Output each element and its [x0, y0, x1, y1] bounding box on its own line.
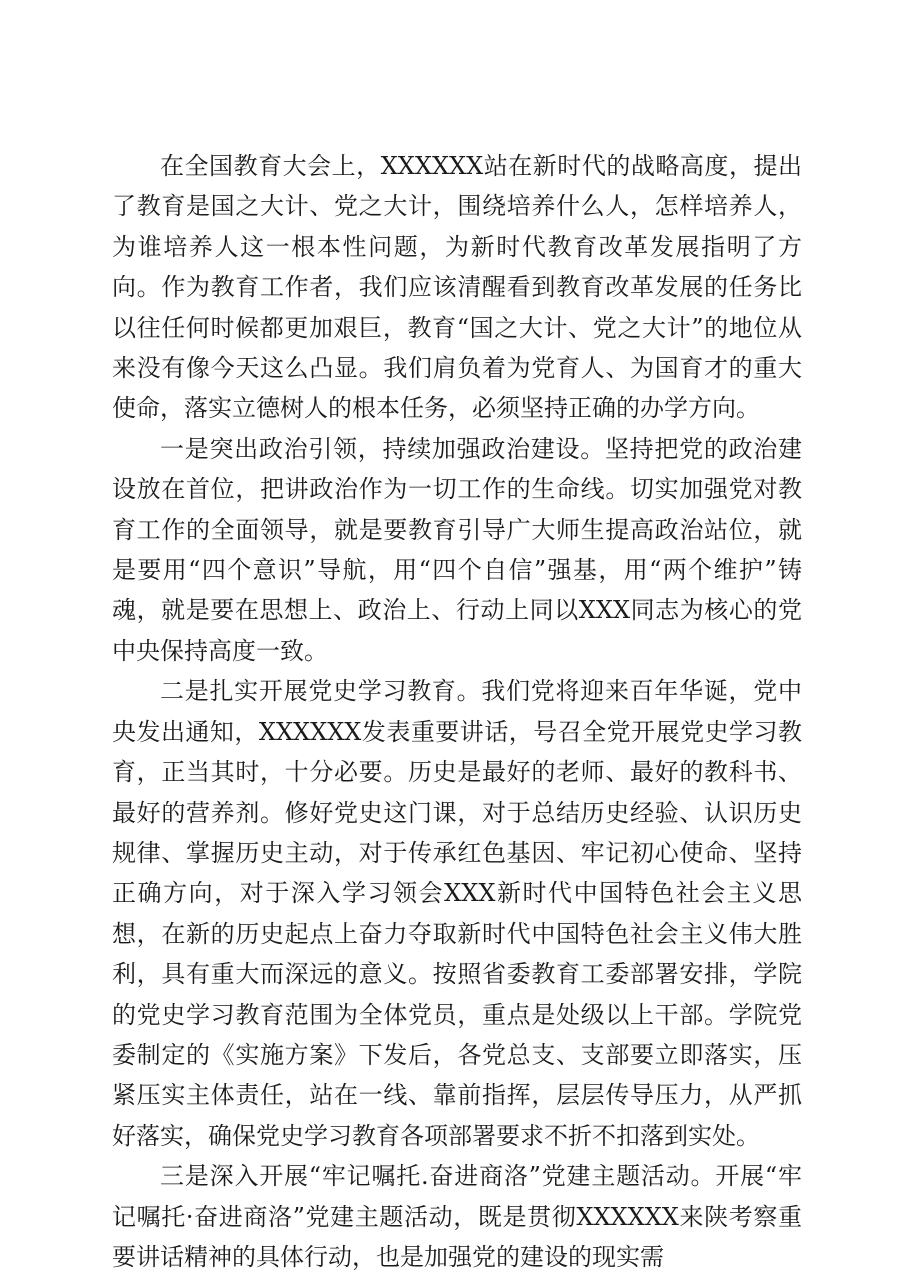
paragraph-intro: 在全国教育大会上，XXXXXX站在新时代的战略高度，提出了教育是国之大计、党之大计，围绕培养什么人，怎样培养人，为谁培养人这一根本性问题，为新时代教育改革发展指明了方向。作为教育工作者，我们应该清醒看到教育改革发展的任务比以往任何时候都更加艰巨，教育“国之大计、党之大计”的地位从来没有像今天这么凸显。我们肩负着为党育人、为国育才的重大使命，落实立德树人的根本任务，必须坚持正确的办学方向。	[112, 152, 802, 423]
paragraph-political-leadership: 一是突出政治引领，持续加强政治建设。坚持把党的政治建设放在首位，把讲政治作为一切工作的生命线。切实加强党对教育工作的全面领导，就是要教育引导广大师生提高政治站位，就是要用“四个意识”导航，用“四个自信”强基，用“两个维护”铸魂，就是要在思想上、政治上、行动上同以XXX同志为核心的党中央保持高度一致。	[112, 434, 802, 665]
document-body	[112, 146, 802, 1277]
paragraph-theme-activity: 三是深入开展“牢记嘱托.奋进商洛”党建主题活动。开展“牢记嘱托·奋进商洛”党建主题活动，既是贯彻XXXXXX来陕考察重要讲话精神的具体行动，也是加强党的建设的现实需	[112, 1162, 802, 1271]
paragraph-party-history-education: 二是扎实开展党史学习教育。我们党将迎来百年华诞，党中央发出通知，XXXXXX发表重要讲话，号召全党开展党史学习教育，正当其时，十分必要。历史是最好的老师、最好的教科书、最好的营养剂。修好党史这门课，对于总结历史经验、认识历史规律、掌握历史主动，对于传承红色基因、牢记初心使命、坚持正确方向，对于深入学习领会XXX新时代中国特色社会主义思想，在新的历史起点上奋力夺取新时代中国特色社会主义伟大胜利，具有重大而深远的意义。按照省委教育工委部署安排，学院的党史学习教育范围为全体党员，重点是处级以上干部。学院党委制定的《实施方案》下发后，各党总支、支部要立即落实，压紧压实主体责任，站在一线、靠前指挥，层层传导压力，从严抓好落实，确保党史学习教育各项部署要求不折不扣落到实处。	[112, 677, 802, 1150]
